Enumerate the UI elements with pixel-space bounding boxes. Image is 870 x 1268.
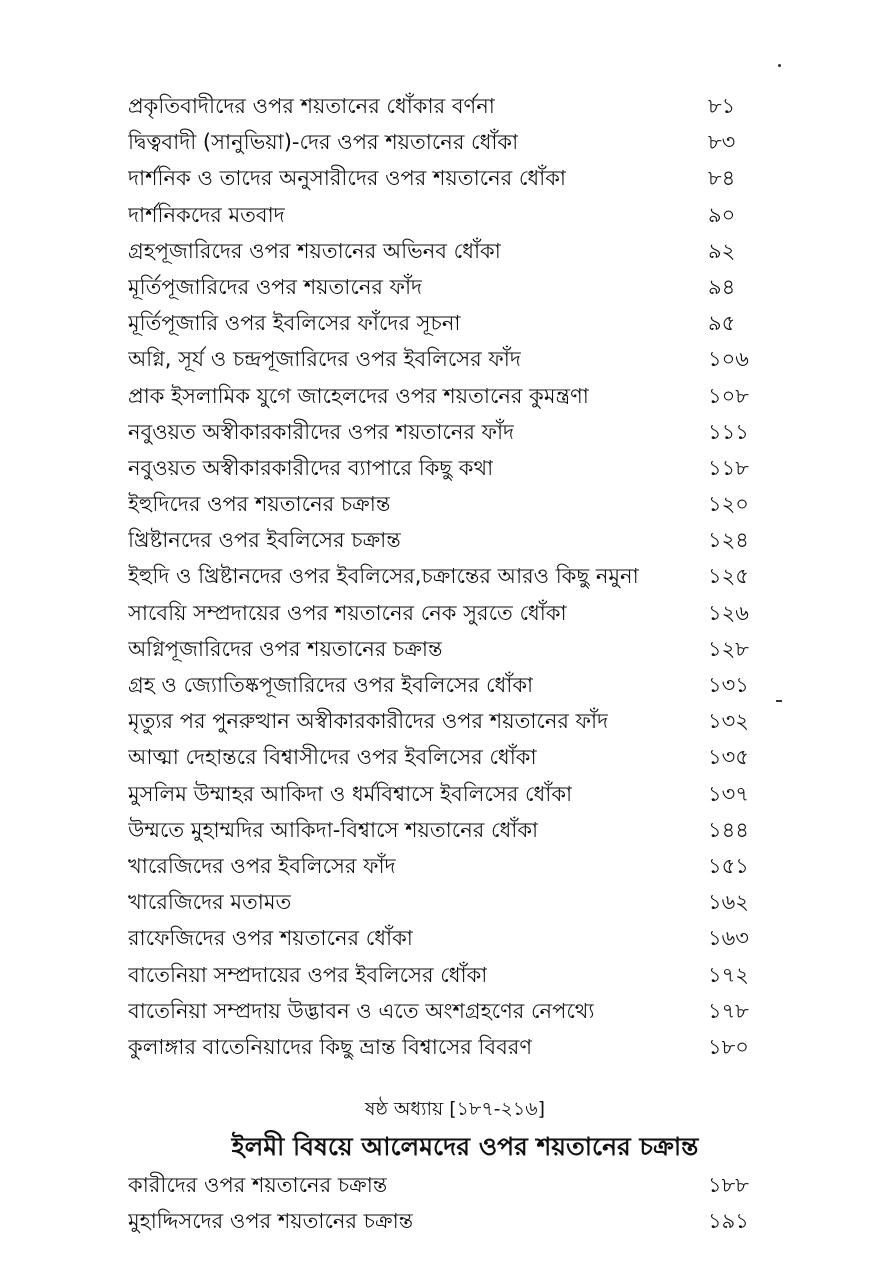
toc-entry-page: ৯৫ [708, 311, 736, 336]
toc-entry-page: ১২৫ [708, 564, 749, 589]
toc-entry [128, 160, 768, 196]
toc-entry-title: মূর্তিপূজারি ওপর ইবলিসের ফাঁদের সূচনা [128, 311, 461, 336]
toc-entry-page: ১৩৫ [708, 745, 749, 770]
toc-entry [128, 703, 768, 739]
toc-entry-page: ১০৮ [708, 383, 749, 408]
toc-entry [128, 1029, 768, 1065]
toc-entry-title: ইহুদি ও খ্রিষ্টানদের ওপর ইবলিসের,চক্রান্তের আরও কিছু নমুনা [128, 564, 639, 589]
toc-entry-page: ৯২ [708, 238, 736, 263]
toc-entry [128, 450, 768, 486]
toc-entry-title: অগ্নিপূজারিদের ওপর শয়তানের চক্রান্ত [128, 636, 443, 661]
toc-entry-title: গ্রহপূজারিদের ওপর শয়তানের অভিনব ধোঁকা [128, 238, 501, 263]
toc-entry-title: দার্শনিকদের মতবাদ [128, 202, 285, 227]
toc-entry [128, 848, 768, 884]
toc-list-chapter-6 [128, 1167, 768, 1239]
toc-entry-title: দার্শনিক ও তাদের অনুসারীদের ওপর শয়তানের ধোঁকা [128, 166, 567, 191]
toc-entry-title: খারেজিদের মতামত [128, 890, 292, 915]
toc-entry-title: ইহুদিদের ওপর শয়তানের চক্রান্ত [128, 492, 391, 517]
toc-entry-page: ১২০ [708, 492, 749, 517]
toc-entry-page: ৮৩ [708, 130, 736, 155]
toc-entry-page: ১৩২ [708, 709, 749, 734]
toc-entry-page: ১৪৪ [708, 817, 749, 842]
toc-entry [128, 776, 768, 812]
toc-entry [128, 631, 768, 667]
toc-entry [128, 341, 768, 377]
toc-entry [128, 1203, 768, 1239]
toc-entry-page: ১৫১ [708, 853, 749, 878]
toc-entry-title: মৃত্যুর পর পুনরুত্থান অস্বীকারকারীদের ওপর শয়তানের ফাঁদ [128, 709, 609, 734]
toc-entry-title: গ্রহ ও জ্যোতিষ্কপূজারিদের ওপর ইবলিসের ধোঁকা [128, 673, 534, 697]
toc-entry [128, 739, 768, 775]
toc-entry [128, 993, 768, 1029]
toc-entry [128, 269, 768, 305]
toc-entry-title: দ্বিত্ববাদী (সানুভিয়া)-দের ওপর শয়তানের ধোঁকা [128, 130, 519, 155]
toc-entry-page: ১১১ [708, 419, 749, 444]
toc-entry [128, 197, 768, 233]
toc-entry [128, 486, 768, 522]
toc-entry [128, 305, 768, 341]
toc-entry-title: বাতেনিয়া সম্প্রদায় উদ্ভাবন ও এতে অংশগ্রহণের নেপথ্যে [128, 998, 595, 1023]
toc-entry-page: ৯৪ [708, 274, 736, 299]
scan-speck [778, 64, 781, 67]
toc-entry-title: কুলাঙ্গার বাতেনিয়াদের কিছু ভ্রান্ত বিশ্বাসের বিবরণ [128, 1034, 533, 1059]
toc-entry-page: ১৭৮ [708, 998, 749, 1023]
toc-entry-page: ১২৪ [708, 528, 749, 553]
toc-entry-title: কারীদের ওপর শয়তানের চক্রান্ত [128, 1173, 388, 1197]
toc-entry-title: অগ্নি, সূর্য ও চন্দ্রপূজারিদের ওপর ইবলিসের ফাঁদ [128, 347, 521, 372]
toc-entry-page: ১৭২ [708, 962, 749, 987]
toc-entry [128, 595, 768, 631]
toc-entry-page: ১৮৮ [708, 1173, 749, 1197]
toc-entry-page: ১৯১ [708, 1209, 749, 1234]
toc-entry-title: প্রকৃতিবাদীদের ওপর শয়তানের ধোঁকার বর্ণনা [128, 94, 495, 118]
toc-entry-page: ৮১ [708, 94, 736, 118]
toc-entry [128, 88, 768, 124]
toc-entry-page: ১৮০ [708, 1034, 749, 1059]
toc-entry-page: ১১৮ [708, 455, 749, 480]
toc-entry-title: উম্মতে মুহাম্মদির আকিদা-বিশ্বাসে শয়তানের ধোঁকা [128, 817, 539, 842]
scan-speck [776, 700, 782, 702]
toc-entry [128, 378, 768, 414]
toc-entry-title: নবুওয়ত অস্বীকারকারীদের ব্যাপারে কিছু কথা [128, 455, 494, 480]
toc-entry-title: আত্মা দেহান্তরে বিশ্বাসীদের ওপর ইবলিসের ধোঁকা [128, 745, 537, 770]
toc-entry [128, 124, 768, 160]
toc-entry-title: নবুওয়ত অস্বীকারকারীদের ওপর শয়তানের ফাঁদ [128, 419, 515, 444]
toc-entry-title: প্রাক ইসলামিক যুগে জাহেলদের ওপর শয়তানের কুমন্ত্রণা [128, 383, 589, 408]
chapter-title: ইলমী বিষয়ে আলেমদের ওপর শয়তানের চক্রান্ত [231, 1132, 699, 1161]
toc-entry [128, 812, 768, 848]
toc-entry-page: ১৩১ [708, 673, 749, 697]
toc-entry-title: সাবেয়ি সম্প্রদায়ের ওপর শয়তানের নেক সুরতে ধোঁকা [128, 600, 567, 625]
toc-entry-page: ৮৪ [708, 166, 736, 191]
toc-entry-title: রাফেজিদের ওপর শয়তানের ধোঁকা [128, 926, 413, 951]
toc-entry [128, 233, 768, 269]
toc-entry-page: ১২৬ [708, 600, 749, 625]
toc-entry [128, 884, 768, 920]
toc-entry-title: মুসলিম উম্মাহর আকিদা ও ধর্মবিশ্বাসে ইবলিসের ধোঁকা [128, 781, 573, 806]
toc-entry [128, 558, 768, 594]
toc-entry [128, 957, 768, 993]
toc-entry-title: মূর্তিপূজারিদের ওপর শয়তানের ফাঁদ [128, 274, 423, 299]
toc-entry [128, 522, 768, 558]
toc-entry [128, 414, 768, 450]
toc-list [128, 88, 768, 1065]
toc-entry [128, 920, 768, 956]
toc-entry-page: ১২৮ [708, 636, 749, 661]
toc-entry-page: ৯০ [708, 202, 736, 227]
chapter-label: ষষ্ঠ অধ্যায় [১৮৭-২১৬] [365, 1098, 545, 1120]
toc-entry-page: ১০৬ [708, 347, 749, 372]
toc-entry-page: ১৩৭ [708, 781, 749, 806]
toc-entry-title: বাতেনিয়া সম্প্রদায়ের ওপর ইবলিসের ধোঁকা [128, 962, 488, 987]
toc-entry-title: খারেজিদের ওপর ইবলিসের ফাঁদ [128, 853, 396, 878]
toc-entry [128, 1167, 768, 1203]
toc-entry [128, 667, 768, 703]
toc-entry-page: ১৬৩ [708, 926, 749, 951]
toc-entry-title: মুহাদ্দিসদের ওপর শয়তানের চক্রান্ত [128, 1209, 414, 1234]
toc-entry-title: খ্রিষ্টানদের ওপর ইবলিসের চক্রান্ত [128, 528, 401, 553]
toc-entry-page: ১৬২ [708, 890, 749, 915]
